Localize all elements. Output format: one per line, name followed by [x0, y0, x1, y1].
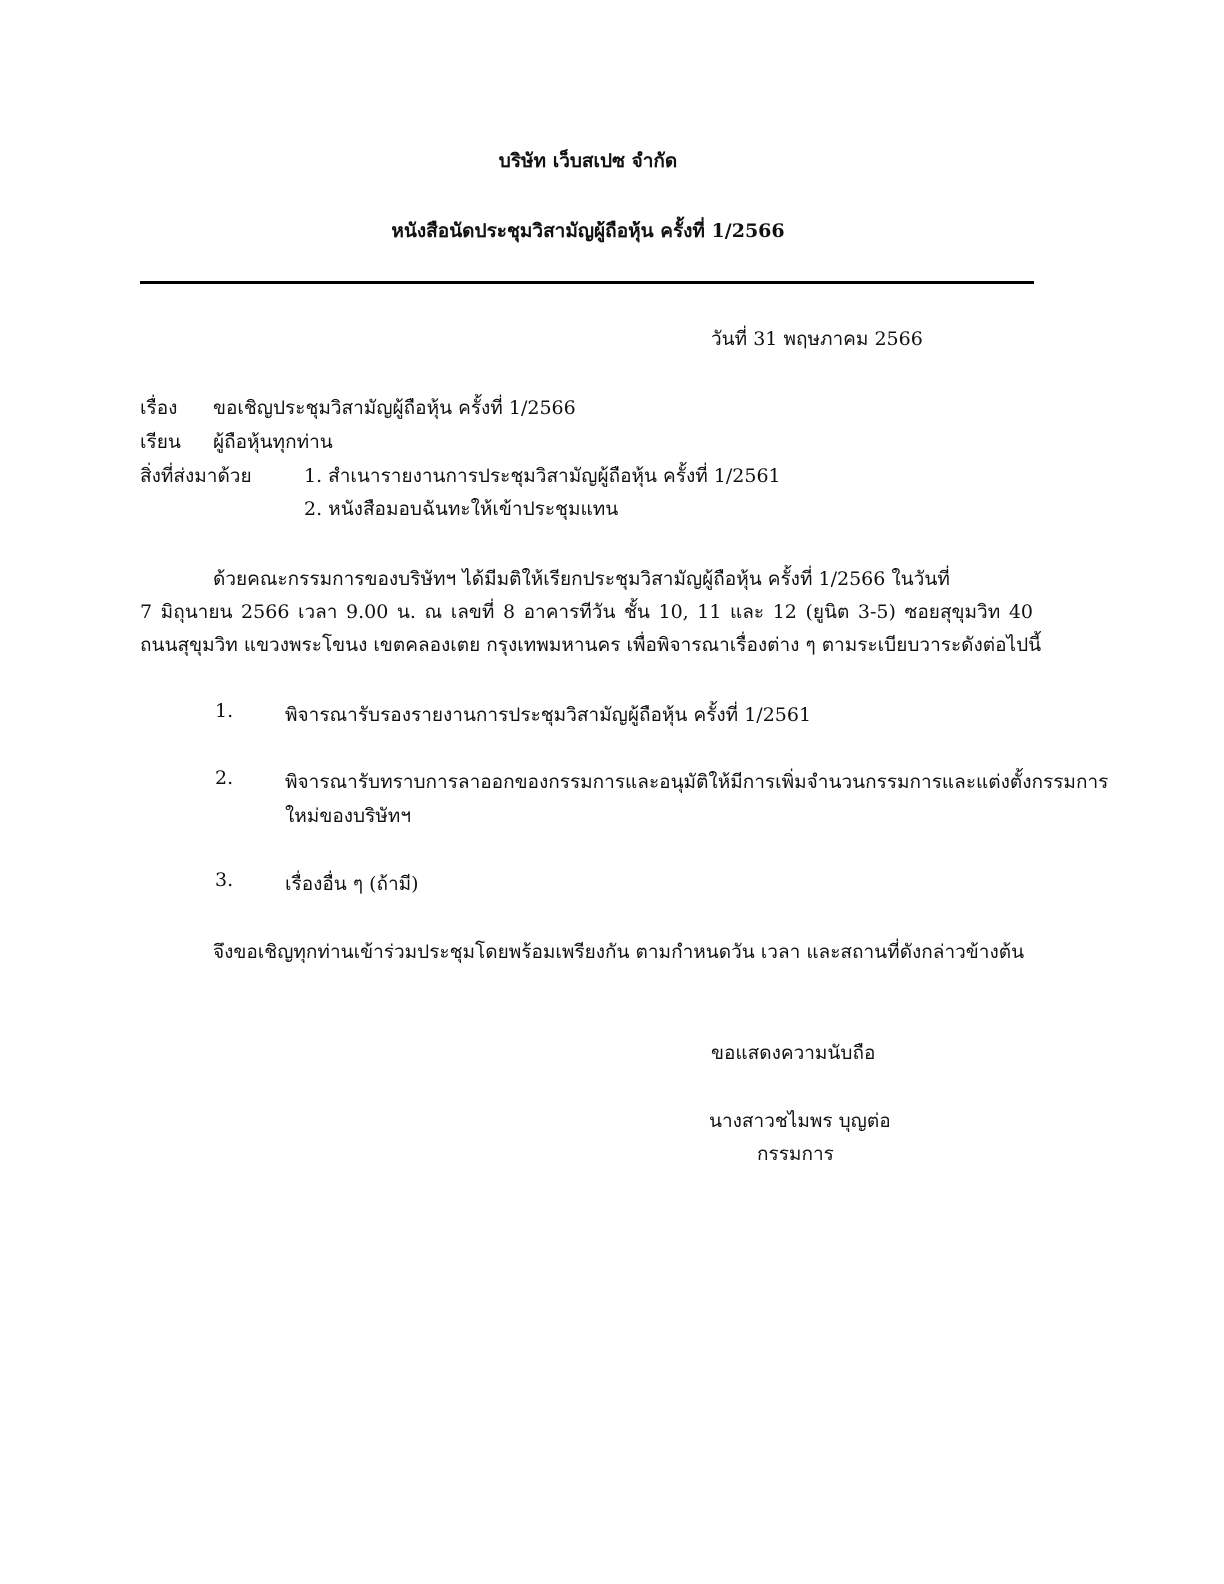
body-line-1: ด้วยคณะกรรมการของบริษัทฯ ได้มีมติให้เรียกประชุมวิสามัญผู้ถือหุ้น ครั้งที่ 1/2566 ในวันที่	[213, 568, 950, 590]
agenda-number: 2.	[215, 767, 234, 789]
enclosures-label: สิ่งที่ส่งมาด้วย	[140, 465, 252, 487]
document-date: วันที่ 31 พฤษภาคม 2566	[711, 328, 923, 350]
header-divider	[140, 281, 1034, 284]
agenda-number: 3.	[215, 869, 234, 891]
recipient-label: เรียน	[140, 431, 181, 453]
company-name: บริษัท เว็บสเปซ จำกัด	[498, 150, 678, 172]
body-line-3: ถนนสุขุมวิท แขวงพระโขนง เขตคลองเตย กรุงเทพมหานคร เพื่อพิจารณาเรื่องต่าง ๆ ตามระเบียบวาระดังต่อไปนี้	[140, 634, 1042, 656]
document-title: หนังสือนัดประชุมวิสามัญผู้ถือหุ้น ครั้งที่ 1/2566	[391, 220, 785, 242]
agenda-text-continued: ใหม่ของบริษัทฯ	[285, 805, 411, 827]
signatory-position: กรรมการ	[757, 1143, 834, 1165]
recipient-value: ผู้ถือหุ้นทุกท่าน	[213, 431, 333, 453]
agenda-text: พิจารณารับทราบการลาออกของกรรมการและอนุมัติให้มีการเพิ่มจำนวนกรรมการและแต่งตั้งกรรมการ	[285, 771, 1109, 793]
enclosure-item-1: 1. สำเนารายงานการประชุมวิสามัญผู้ถือหุ้น ครั้งที่ 1/2561	[304, 465, 781, 487]
agenda-text: เรื่องอื่น ๆ (ถ้ามี)	[285, 873, 419, 895]
enclosure-item-2: 2. หนังสือมอบฉันทะให้เข้าประชุมแทน	[304, 498, 619, 520]
subject-label: เรื่อง	[140, 397, 178, 419]
agenda-text: พิจารณารับรองรายงานการประชุมวิสามัญผู้ถือหุ้น ครั้งที่ 1/2561	[285, 704, 812, 726]
closing-sentence: จึงขอเชิญทุกท่านเข้าร่วมประชุมโดยพร้อมเพรียงกัน ตามกำหนดวัน เวลา และสถานที่ดังกล่าวข้างต้น	[213, 941, 1025, 963]
signatory-name: นางสาวชไมพร บุญต่อ	[709, 1110, 891, 1132]
body-line-2: 7 มิถุนายน 2566 เวลา 9.00 น. ณ เลขที่ 8 อาคารทีวัน ชั้น 10, 11 และ 12 (ยูนิต 3-5) ซอยสุขุมวิท 40	[140, 601, 1033, 623]
agenda-number: 1.	[215, 700, 234, 722]
subject-value: ขอเชิญประชุมวิสามัญผู้ถือหุ้น ครั้งที่ 1/2566	[213, 397, 576, 419]
closing-regards: ขอแสดงความนับถือ	[711, 1042, 876, 1064]
